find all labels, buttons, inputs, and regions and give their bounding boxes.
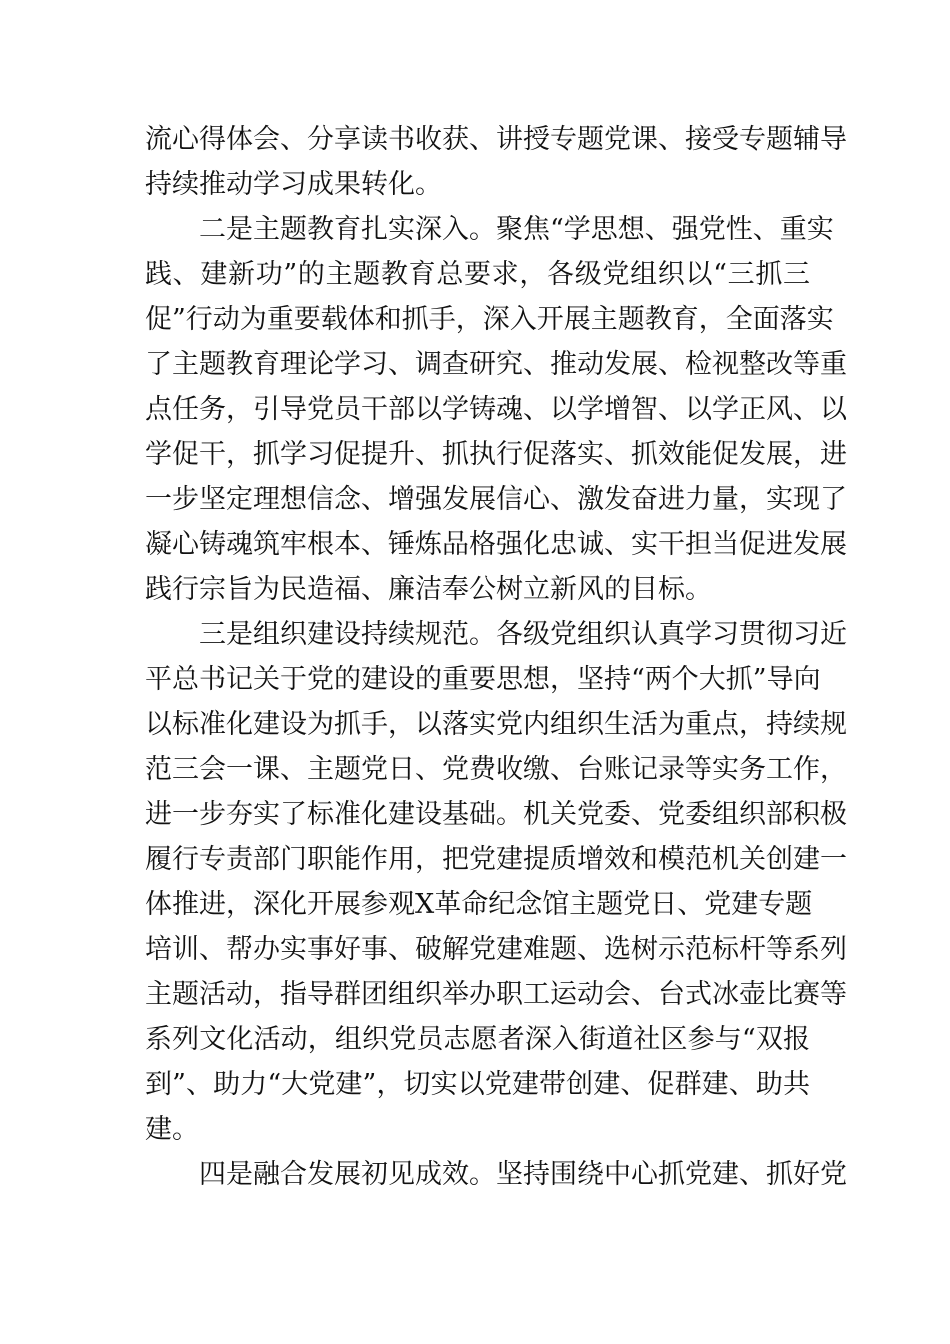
text-line: 凝心铸魂筑牢根本、锤炼品格强化忠诚、实干担当促进发展 (145, 529, 847, 560)
text-line: 到”、助力“大党建”，切实以党建带创建、促群建、助共 (145, 1069, 810, 1100)
text-line: 学促干，抓学习促提升、抓执行促落实、抓效能促发展，进 (145, 439, 847, 470)
text-line: 践、建新功”的主题教育总要求，各级党组织以“三抓三 (145, 259, 810, 290)
text-line: 平总书记关于党的建设的重要思想，坚持“两个大抓”导向 (145, 664, 821, 695)
paragraph-3-heading-line: 三是组织建设持续规范。各级党组织认真学习贯彻习近 (199, 619, 847, 650)
text-line: 建。 (145, 1114, 199, 1145)
paragraph-4-heading-line: 四是融合发展初见成效。坚持围绕中心抓党建、抓好党 (199, 1159, 847, 1190)
text-line: 持续推动学习成果转化。 (145, 169, 442, 200)
text-line: 主题活动，指导群团组织举办职工运动会、台式冰壶比赛等 (145, 979, 847, 1010)
text-line: 系列文化活动，组织党员志愿者深入街道社区参与“双报 (145, 1024, 810, 1055)
text-line: 流心得体会、分享读书收获、讲授专题党课、接受专题辅导 (145, 124, 847, 155)
text-line: 以标准化建设为抓手，以落实党内组织生活为重点，持续规 (145, 709, 847, 740)
text-line: 点任务，引导党员干部以学铸魂、以学增智、以学正风、以 (145, 394, 847, 425)
text-line: 体推进，深化开展参观X革命纪念馆主题党日、党建专题 (145, 889, 813, 920)
text-line: 了主题教育理论学习、调查研究、推动发展、检视整改等重 (145, 349, 847, 380)
text-line: 促”行动为重要载体和抓手，深入开展主题教育，全面落实 (145, 304, 834, 335)
text-line: 履行专责部门职能作用，把党建提质增效和模范机关创建一 (145, 844, 847, 875)
text-line: 培训、帮办实事好事、破解党建难题、选树示范标杆等系列 (145, 934, 847, 965)
text-line: 一步坚定理想信念、增强发展信心、激发奋进力量，实现了 (145, 484, 847, 515)
text-line: 范三会一课、主题党日、党费收缴、台账记录等实务工作， (145, 754, 847, 785)
text-line: 进一步夯实了标准化建设基础。机关党委、党委组织部积极 (145, 799, 847, 830)
text-line: 践行宗旨为民造福、廉洁奉公树立新风的目标。 (145, 574, 712, 605)
paragraph-2-heading-line: 二是主题教育扎实深入。聚焦“学思想、强党性、重实 (199, 214, 834, 245)
